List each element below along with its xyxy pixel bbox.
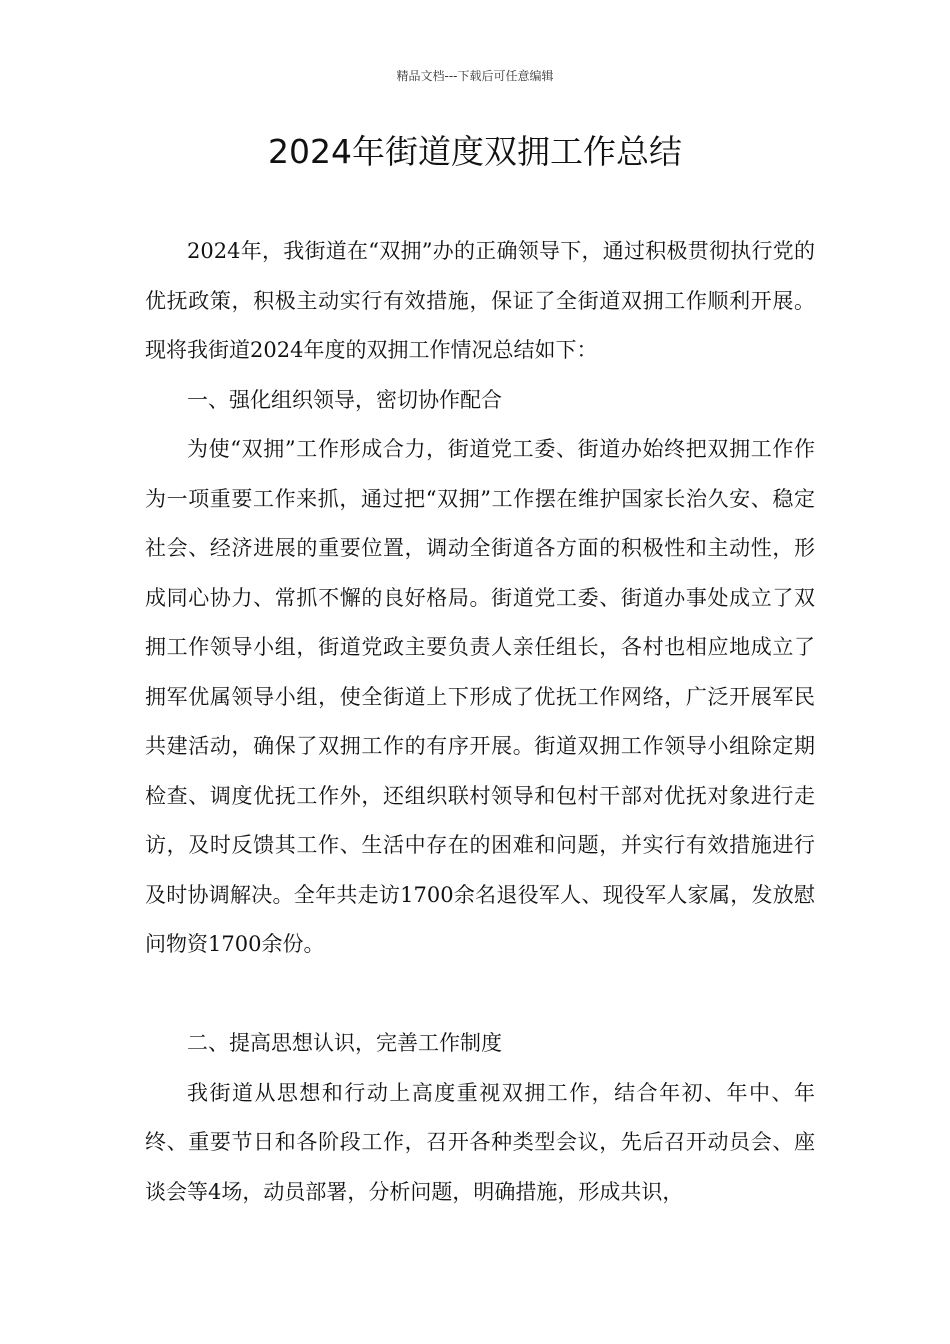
section-2-heading: 二、提高思想认识，完善工作制度 xyxy=(187,1031,502,1055)
section-2-paragraph: 我街道从思想和行动上高度重视双拥工作，结合年初、年中、年终、重要节日和各阶段工作，召开各种类型会议，先后召开动员会、座谈会等4场，动员部署，分析问题，明确措施，形成共识， xyxy=(145,1080,815,1204)
document-title: 2024年街道度双拥工作总结 xyxy=(268,132,682,171)
intro-paragraph: 2024年，我街道在“双拥”办的正确领导下，通过积极贯彻执行党的优抚政策，积极主动实行有效措施，保证了全街道双拥工作顺利开展。现将我街道2024年度的双拥工作情况总结如下： xyxy=(145,239,815,362)
section-spacer xyxy=(145,970,815,1020)
document-body xyxy=(145,227,815,1217)
page-header-note: 精品文档---下载后可任意编辑 xyxy=(396,69,554,83)
section-1-paragraph: 为使“双拥”工作形成合力，街道党工委、街道办始终把双拥工作作为一项重要工作来抓，通过把“双拥”工作摆在维护国家长治久安、稳定社会、经济进展的重要位置，调动全街道各方面的积极性和主动性，形成同心协力、常抓不懈的良好格局。街道党工委、街道办事处成立了双拥工作领导小组，街道党政主要负责人亲任组长，各村也相应地成立了拥军优属领导小组，使全街道上下形成了优抚工作网络，广泛开展军民共建活动，确保了双拥工作的有序开展。街道双拥工作领导小组除定期检查、调度优抚工作外，还组织联村领导和包村干部对优抚对象进行走访，及时反馈其工作、生活中存在的困难和问题，并实行有效措施进行及时协调解决。全年共走访1700余名退役军人、现役军人家属，发放慰问物资1700余份。 xyxy=(145,437,815,956)
section-1-heading: 一、强化组织领导，密切协作配合 xyxy=(187,387,502,412)
